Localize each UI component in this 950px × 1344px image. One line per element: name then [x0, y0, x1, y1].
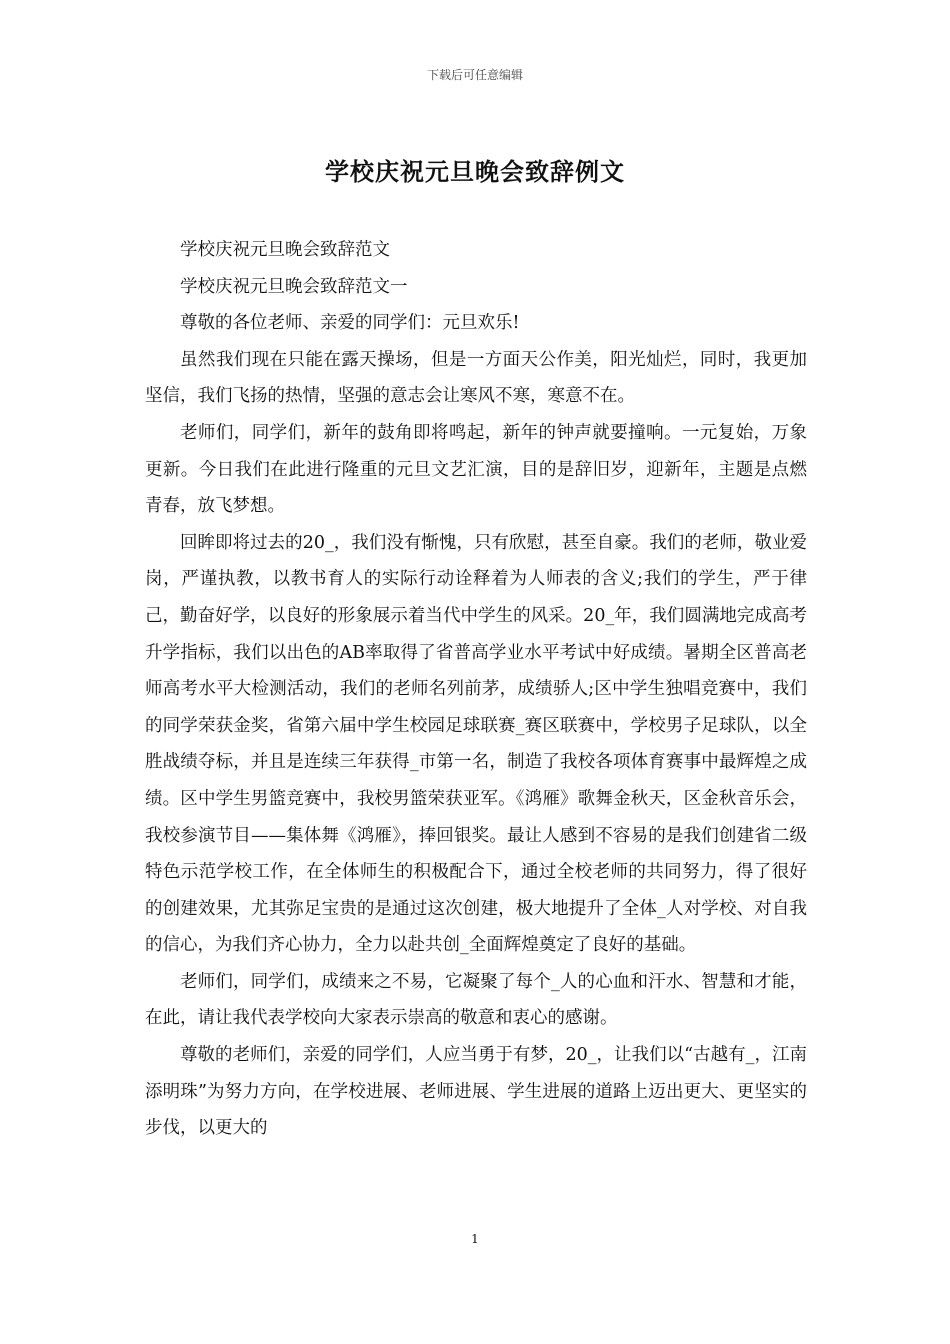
paragraph-1: 学校庆祝元旦晚会致辞范文 [180, 240, 390, 260]
paragraph-7: 老师们，同学们，成绩来之不易，它凝聚了每个_人的心血和汗水、智慧和才能，在此，请让我代表学校向大家表示崇高的敬意和衷心的感谢。 [145, 971, 807, 1029]
document-title: 学校庆祝元旦晚会致辞例文 [325, 157, 625, 186]
paragraph-5: 老师们，同学们，新年的鼓角即将鸣起，新年的钟声就要撞响。一元复始，万象更新。今日我们在此进行隆重的元旦文艺汇演，目的是辞旧岁，迎新年，主题是点燃青春，放飞梦想。 [145, 422, 807, 517]
paragraph-8: 尊敬的老师们，亲爱的同学们，人应当勇于有梦，20_，让我们以“古越有_，江南添明珠”为努力方向，在学校进展、老师进展、学生进展的道路上迈出更大、更坚实的步伐，以更大的 [145, 1045, 807, 1139]
page-number: 1 [471, 1232, 479, 1246]
header-note: 下载后可任意编辑 [426, 68, 523, 82]
paragraph-2: 学校庆祝元旦晚会致辞范文一 [180, 276, 408, 297]
paragraph-3: 尊敬的各位老师、亲爱的同学们：元旦欢乐! [180, 313, 520, 334]
document-body [145, 232, 807, 1147]
paragraph-4: 虽然我们现在只能在露天操场，但是一方面天公作美，阳光灿烂，同时，我更加坚信，我们飞扬的热情，坚强的意志会让寒风不寒，寒意不在。 [145, 349, 807, 407]
paragraph-6: 回眸即将过去的20_，我们没有惭愧，只有欣慰，甚至自豪。我们的老师，敬业爱岗，严谨执教，以教书育人的实际行动诠释着为人师表的含义;我们的学生，严于律己，勤奋好学，以良好的形象展示着当代中学生的风采。20_年，我们圆满地完成高考升学指标，我们以出色的AB率取得了省普高学业水平考试中好成绩。暑期全区普高老师高考水平大检测活动，我们的老师名列前茅，成绩骄人;区中学生独唱竞赛中，我们的同学荣获金奖，省第六届中学生校园足球联赛_赛区联赛中，学校男子足球队，以全胜战绩夺标，并且是连续三年获得_市第一名，制造了我校各项体育赛事中最辉煌之成绩。区中学生男篮竞赛中，我校男篮荣获亚军。《鸿雁》歌舞金秋天，区金秋音乐会，我校参演节目——集体舞《鸿雁》，捧回银奖。最让人感到不容易的是我们创建省二级特色示范学校工作，在全体师生的积极配合下，通过全校老师的共同努力，得了很好的创建效果，尤其弥足宝贵的是通过这次创建，极大地提升了全体_人对学校、对自我的信心，为我们齐心协力，全力以赴共创_全面辉煌奠定了良好的基础。 [145, 532, 807, 956]
